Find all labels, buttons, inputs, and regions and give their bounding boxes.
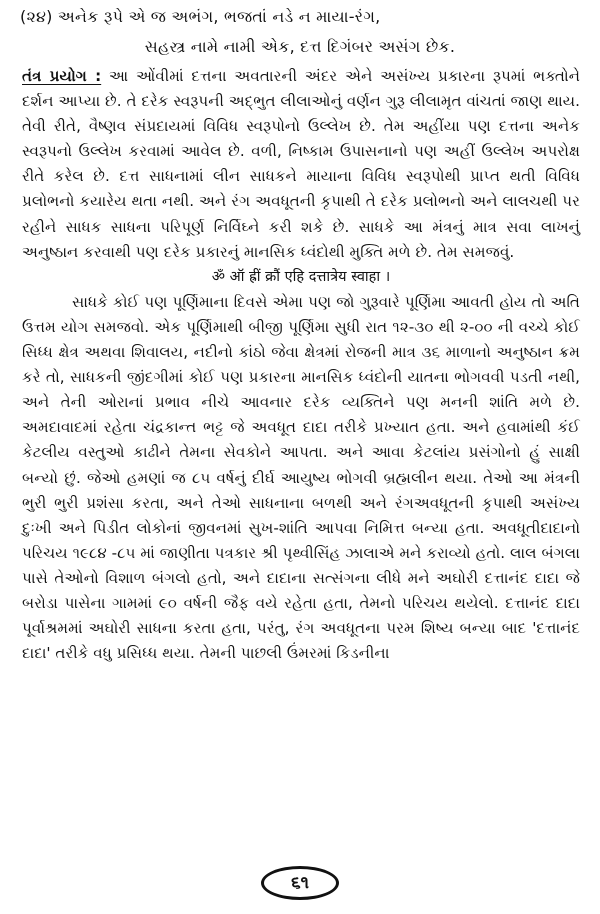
mantra-line: ॐ ऑ ह्रीं क्रौं एहि दत्तात्रेय स्वाहा ।	[211, 268, 391, 285]
paragraph-1-text: આ ઓંવીમાં દત્તના અવતારની અંદર એને અસંખ્ય પ્રકારના રૂપમાં ભક્તોને દર્શન આપ્યા છે. તે દરેક સ્વરૂપની અદ્ભુત લીલાઓનું વર્ણન ગુરૂ લીલામૃત વાંચતાં જાણ થાય. તેવી રીતે, વૈષ્ણવ સંપ્રદાયમાં વિવિધ સ્વરૂપોનો ઉલ્લેખ છે. તેમ અહીંયા પણ દત્તના અનેક સ્વરૂપનો ઉલ્લેખ કરવામાં આવેલ છે. વળી, નિષ્કામ ઉપાસનાનો પણ અહીં ઉલ્લેખ અપરોક્ષ રીતે કરેલ છે. દત્ત સાધનામાં લીન સાધકને માયાના વિવિધ સ્વરૂપોથી પ્રાપ્ત થતી વિવિધ પ્રલોભનો કયારેય થતા નથી. અને રંગ અવધૂતની કૃપાથી તે દરેક પ્રલોભનો અને લાલચથી પર રહીને સાધક સાધના પરિપૂર્ણ નિર્વિઘ્ને કરી શકે છે. સાધકે આ મંત્રનું માત્ર સવા લાખનું અનુષ્ઠાન કરવાથી પણ દરેક પ્રકારનું માનસિક ધ્વંદોથી મુક્તિ મળે છે. તેમ સમજવું.	[22, 67, 581, 261]
paragraph-1	[22, 64, 580, 265]
body-text	[22, 64, 580, 666]
verse-line-2: સહસ્ત્ર નામે નામી એક, દત્ત દિગંબર અસંગ છેક.	[144, 37, 456, 56]
paragraph-2: સાધકે કોઈ પણ પૂર્ણિમાના દિવસે એમા પણ જો ગુરૂવારે પૂર્ણિમા આવતી હોય તો અતિ ઉત્તમ યોગ સમજવો. એક પૂર્ણિમાથી બીજી પૂર્ણિમા સુધી રાત ૧૨-૩૦ થી ૨-૦૦ ની વચ્ચે કોઈ સિધ્ધ ક્ષેત્ર અથવા શિવાલય, નદીનો કાંઠો જેવા ક્ષેત્રમાં રોજની માત્ર ૩૬ માળાનો અનુષ્ઠાન ક્રમ કરે તો, સાધકની જીંદગીમાં કોઈ પણ પ્રકારના માનસિક ધ્વંદોની યાતના ભોગવવી પડતી નથી, અને તેની ઓરાનાં પ્રભાવ નીચે આવનાર દરેક વ્યક્તિને પણ મનની શાંતિ મળે છે. અમદાવાદમાં રહેતા ચંદ્રકાન્ત ભટ્ટ જે અવધૂત દાદા તરીકે પ્રખ્યાત હતા. અને હવામાંથી કંઈ કેટલીય વસ્તુઓ કાઢીને તેમના સેવકોને આપતા. અને આવા કેટલાંય પ્રસંગોનો હું સાક્ષી બન્યો છું. જેઓ હમણાં જ ૮૫ વર્ષનું દીર્ઘ આયુષ્ય ભોગવી બ્રહ્મલીન થયા. તેઓ આ મંત્રની ભુરી ભુરી પ્રશંસા કરતા, અને તેઓ સાધનાના બળથી અને રંગઅવધૂતની કૃપાથી અસંખ્ય દુઃખી અને પિડીત લોકોનાં જીવનમાં સુખ-શાંતિ આપવા નિમિત્ત બન્યા હતા. અવધૂતીદાદાનો પરિચય ૧૯૮૪ -૮૫ માં જાણીતા પત્રકાર શ્રી પૃથ્વીસિંહ ઝાલાએ મને કરાવ્યો હતો. લાલ બંગલા પાસે તેઓનો વિશાળ બંગલો હતો, અને દાદાના સત્સંગના લીધે મને અઘોરી દત્તાનંદ દાદા જે બરોડા પાસેના ગામમાં ૯૦ વર્ષની જૈફ વયે રહેતા હતા, તેમનો પરિચય થયેલો. દત્તાનંદ દાદા પૂર્વાશ્રમમાં અઘોરી સાધના કરતા હતા, પરંતુ, રંગ અવધૂતના પરમ શિષ્ય બન્યા બાદ 'દત્તાનંદ દાદા' તરીકે વધુ પ્રસિધ્ધ થયા. તેમની પાછલી ઉંમરમાં કિડનીના	[22, 292, 580, 663]
page-footer	[0, 866, 600, 900]
verse-line-1: (૨૪) અનેક રૂપે એ જ અભંગ, ભજતાં નડે ન માયા-રંગ,	[20, 7, 381, 26]
section-heading: તંત્ર પ્રયોગ :	[22, 67, 102, 85]
page-number: ૬૧	[261, 866, 339, 900]
